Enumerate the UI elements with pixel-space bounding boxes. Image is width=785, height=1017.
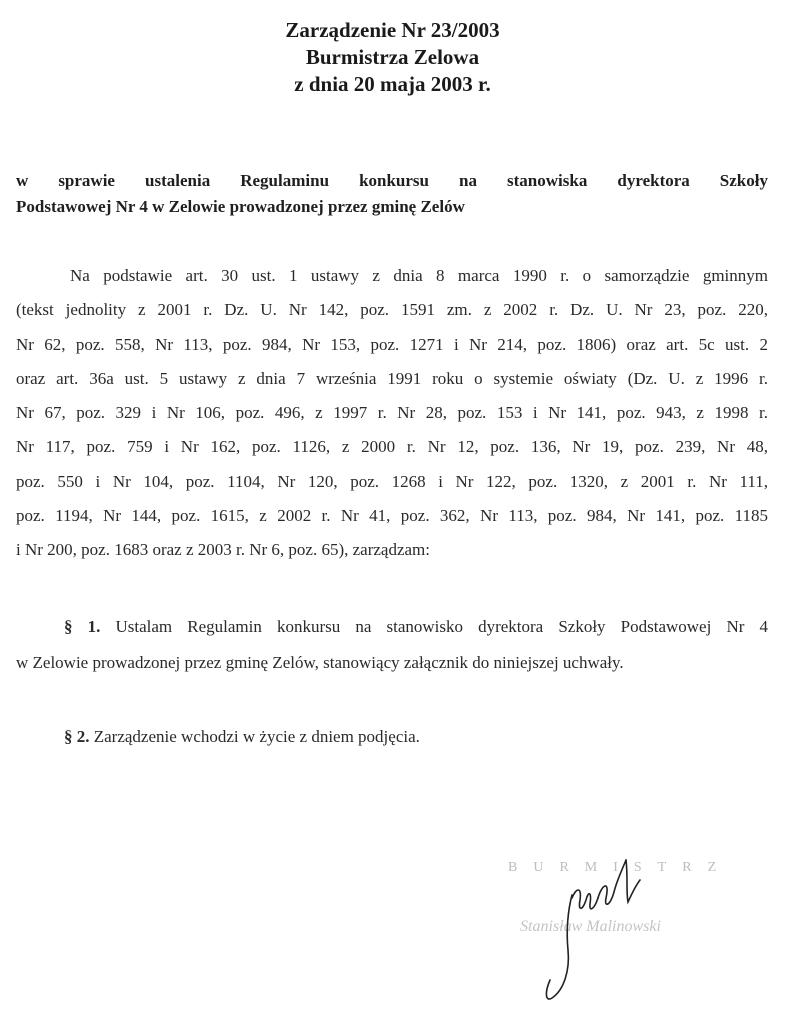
header-date: z dnia 20 maja 2003 r. <box>294 72 491 96</box>
paragraph-2 <box>16 719 768 755</box>
legal-basis-line: Nr 67, poz. 329 i Nr 106, poz. 496, z 1997 r. Nr 28, poz. 153 i Nr 141, poz. 943, z 1998 r. <box>16 403 768 423</box>
legal-basis-line: i Nr 200, poz. 1683 oraz z 2003 r. Nr 6, poz. 65), zarządzam: <box>16 540 431 560</box>
legal-basis-line: Nr 117, poz. 759 i Nr 162, poz. 1126, z 2000 r. Nr 12, poz. 136, Nr 19, poz. 239, Nr 48, <box>16 437 768 457</box>
document-subject <box>16 168 768 220</box>
paragraph-1-sign: § 1. <box>64 617 101 636</box>
legal-basis-line: poz. 1194, Nr 144, poz. 1615, z 2002 r. Nr 41, poz. 362, Nr 113, poz. 984, Nr 141, poz. 1185 <box>16 506 768 526</box>
handwritten-signature <box>480 840 760 1010</box>
mayor-stamp <box>480 840 760 1010</box>
legal-basis-line: (tekst jednolity z 2001 r. Dz. U. Nr 142, poz. 1591 zm. z 2002 r. Dz. U. Nr 23, poz. 220, <box>16 300 768 320</box>
document-header <box>0 17 785 98</box>
header-issuer: Burmistrza Zelowa <box>305 45 480 69</box>
paragraph-1-line <box>16 609 768 645</box>
legal-basis <box>16 259 768 568</box>
legal-basis-line: oraz art. 36a ust. 5 ustawy z dnia 7 września 1991 roku o systemie oświaty (Dz. U. z 1996 r. <box>16 368 768 388</box>
paragraph-1-text: Ustalam Regulamin konkursu na stanowisko dyrektora Szkoły Podstawowej Nr 4 <box>115 617 768 636</box>
legal-basis-line: poz. 550 i Nr 104, poz. 1104, Nr 120, poz. 1268 i Nr 122, poz. 1320, z 2001 r. Nr 111, <box>16 471 768 491</box>
stamp-title: BURMISTRZ <box>508 860 733 875</box>
paragraph-2-text: Zarządzenie wchodzi w życie z dniem podjęcia. <box>93 727 420 746</box>
stamp-name: Stanisław Malinowski <box>520 918 661 935</box>
subject-line: w sprawie ustalenia Regulaminu konkursu na stanowiska dyrektora Szkoły <box>16 171 768 190</box>
paragraph-1-line: w Zelowie prowadzonej przez gminę Zelów, stanowiący załącznik do niniejszej uchwały. <box>16 653 624 672</box>
paragraph-2-line <box>16 719 768 755</box>
paragraph-2-sign: § 2. <box>64 727 90 746</box>
paragraph-1 <box>16 609 768 681</box>
header-title: Zarządzenie Nr 23/2003 <box>285 18 500 42</box>
legal-basis-line: Na podstawie art. 30 ust. 1 ustawy z dnia 8 marca 1990 r. o samorządzie gminnym <box>70 266 768 285</box>
subject-line: Podstawowej Nr 4 w Zelowie prowadzonej przez gminę Zelów <box>16 197 465 216</box>
legal-basis-line: Nr 62, poz. 558, Nr 113, poz. 984, Nr 153, poz. 1271 i Nr 214, poz. 1806) oraz art. 5c ust. 2 <box>16 334 768 354</box>
